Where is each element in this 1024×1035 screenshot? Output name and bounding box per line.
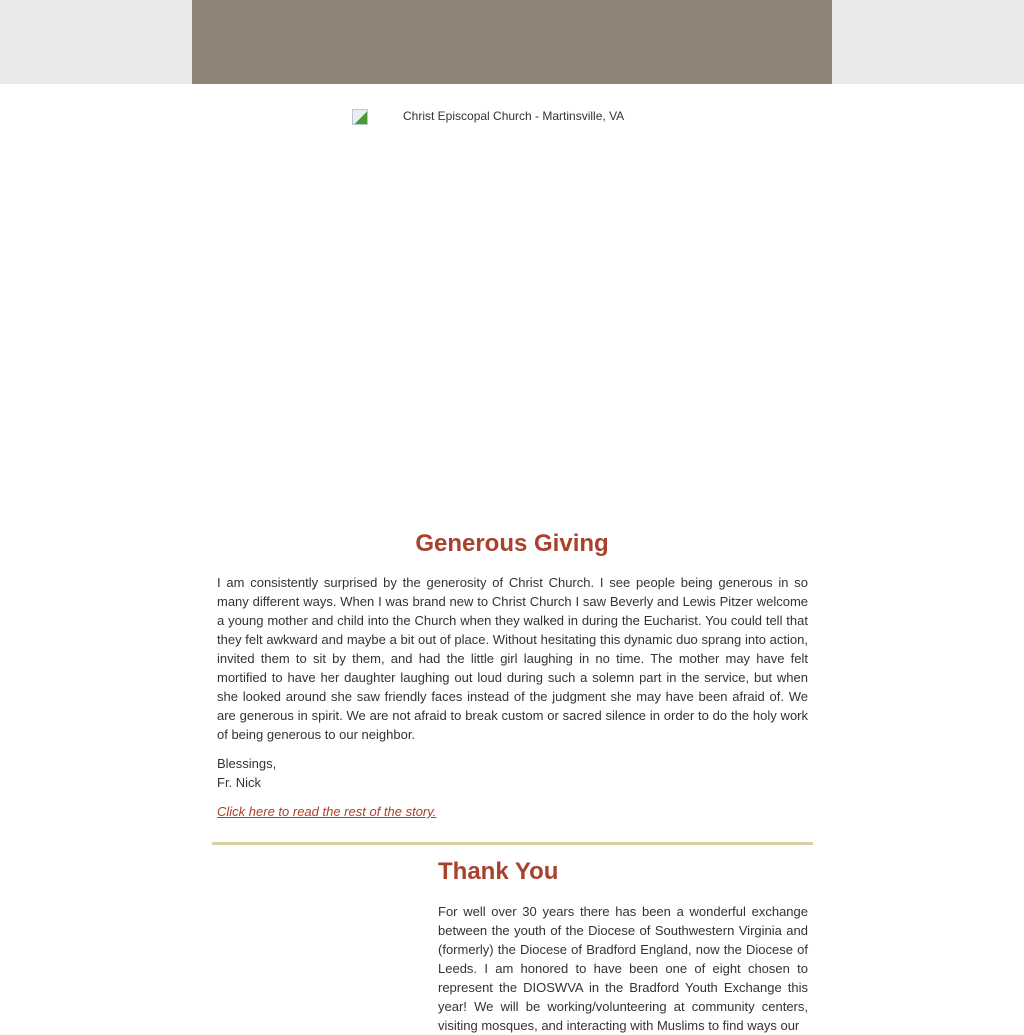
signature: Fr. Nick <box>217 775 262 790</box>
broken-image-icon <box>352 109 368 125</box>
header-brand-block <box>192 0 832 84</box>
hero-image-alt: Christ Episcopal Church - Martinsville, VA <box>403 109 625 124</box>
article-title-thank-you: Thank You <box>438 858 559 885</box>
section-divider <box>212 842 813 845</box>
article-body: I am consistently surprised by the generosity of Christ Church. I see people being generous in so many different ways. When I was brand new to Christ Church I saw Beverly and Lewis Pitzer welcome a young mother and child into the Church when they walked in during the Eucharist. You could tell that they felt awkward and maybe a bit out of place. Without hesitating this dynamic duo sprang into action, invited them to sit by them, and had the little girl laughing in no time. The mother may have felt mortified to have her daughter laughing out loud during such a solemn part in the service, but when she looked around she saw friendly faces instead of the judgment she may have been afraid of. We are generous in spirit. We are not afraid to break custom or sacred silence in order to do the holy work of being generous to our neighbor. <box>217 575 808 742</box>
hero-image <box>352 109 652 129</box>
read-more-link[interactable]: Click here to read the rest of the story. <box>217 804 437 819</box>
article-title-generous-giving: Generous Giving <box>415 530 609 557</box>
article-body: For well over 30 years there has been a wonderful exchange between the youth of the Diocese of Southwestern Virginia and (formerly) the Diocese of Bradford England, now the Diocese of Leeds. I am honored to have been one of eight chosen to represent the DIOSWVA in the Bradford Youth Exchange this year! We will be working/volunteering at community centers, visiting mosques, and interacting with Muslims to find ways our <box>438 904 808 1033</box>
top-banner <box>0 0 1024 84</box>
closing: Blessings, <box>217 756 277 771</box>
signature-block <box>217 754 276 792</box>
